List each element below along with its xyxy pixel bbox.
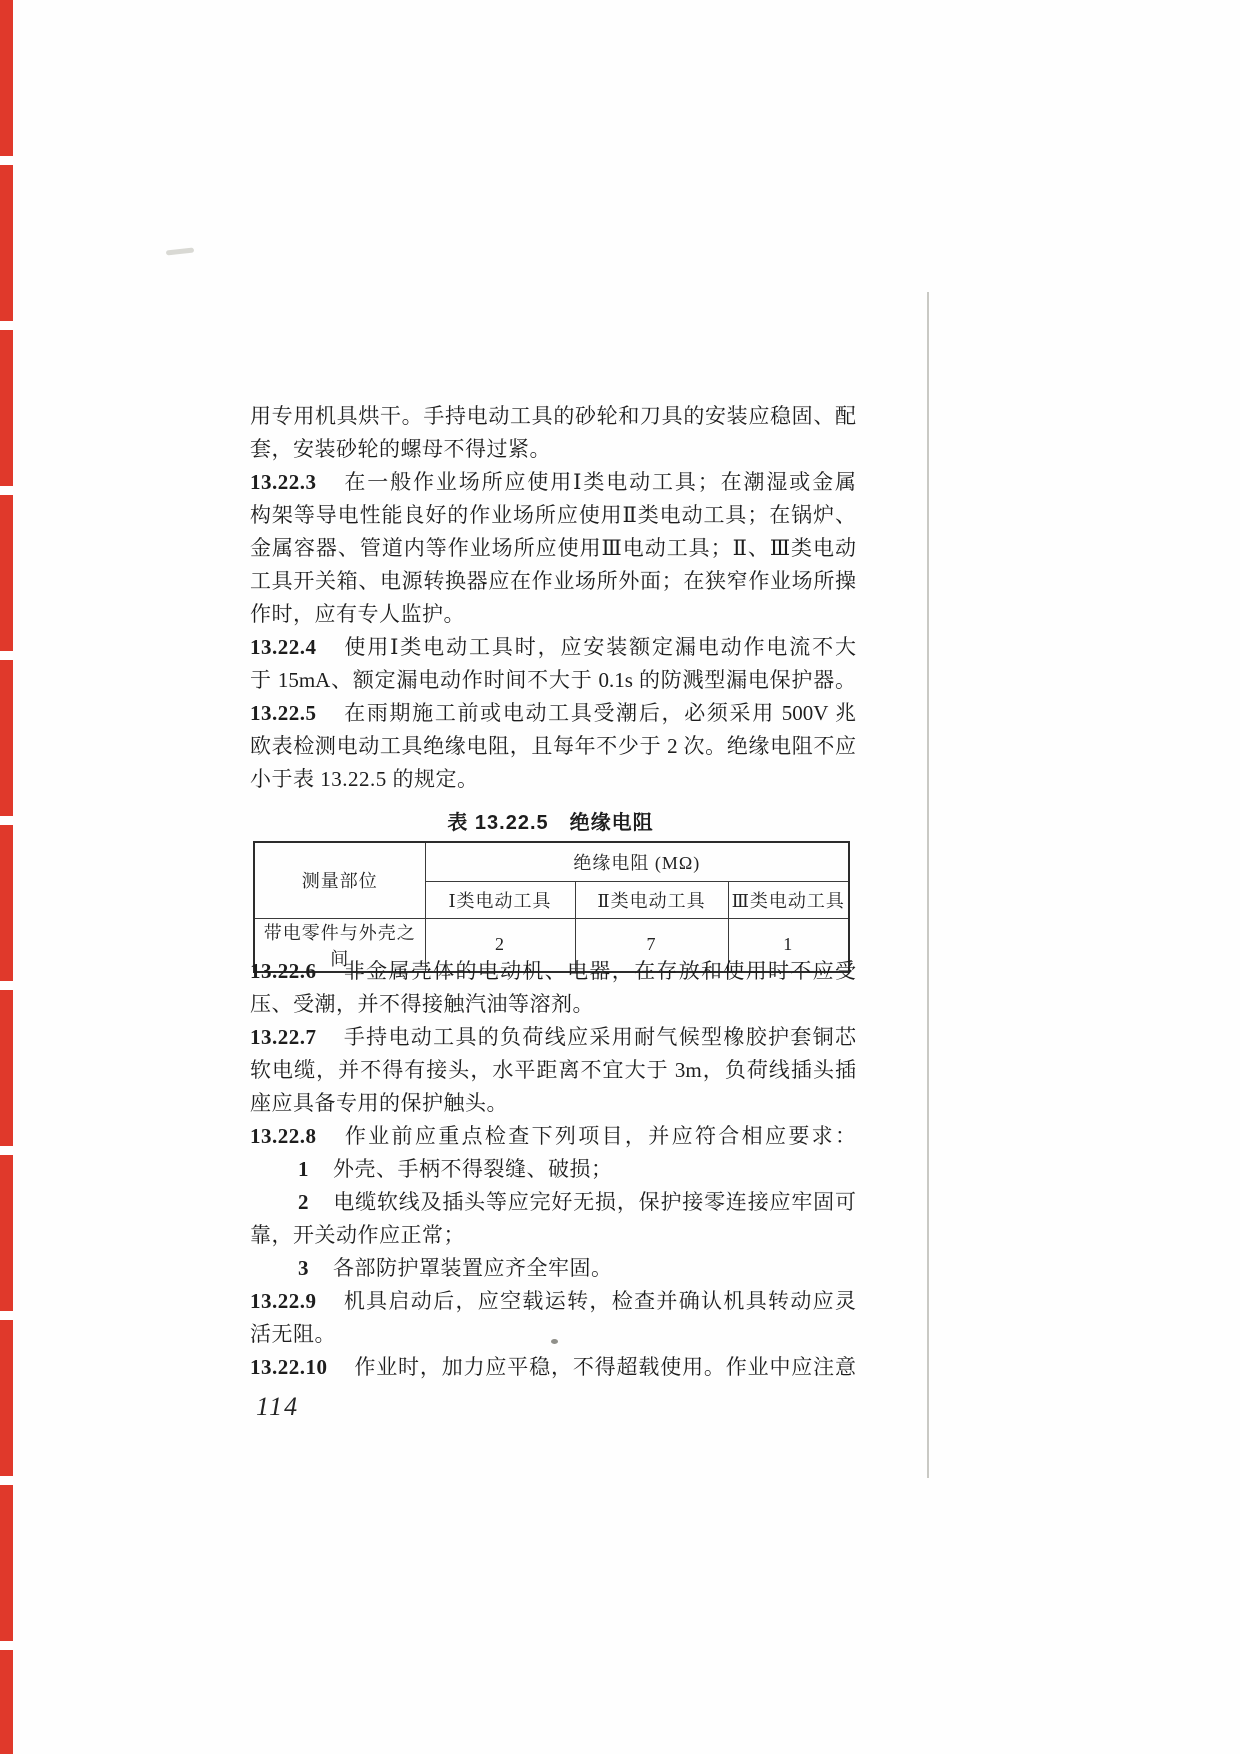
text-line <box>250 1087 856 1120</box>
section-line <box>250 1021 856 1054</box>
table-row-header: 测量部位 <box>254 842 425 918</box>
paragraphs-below-table <box>250 955 856 1384</box>
line-text: 欧表检测电动工具绝缘电阻，且每年不少于 2 次。绝缘电阻不应 <box>250 734 856 758</box>
text-line <box>250 598 856 631</box>
scan-edge-line <box>927 292 929 1478</box>
text-line <box>250 1318 856 1351</box>
list-item-line <box>250 1186 856 1219</box>
item-number: 2 <box>298 1190 309 1214</box>
list-item-line <box>250 1153 856 1186</box>
text-line <box>250 730 856 763</box>
section-line <box>250 1120 856 1153</box>
section-number: 13.22.9 <box>250 1289 317 1313</box>
table-title: 表 13.22.5 绝缘电阻 <box>447 812 654 834</box>
line-text: 金属容器、管道内等作业场所应使用Ⅲ电动工具；Ⅱ、Ⅲ类电动 <box>250 536 856 560</box>
section-number: 13.22.6 <box>250 959 317 983</box>
item-number: 1 <box>298 1157 309 1181</box>
insulation-resistance-table <box>253 841 850 973</box>
line-text: 各部防护罩装置应齐全牢固。 <box>333 1256 613 1280</box>
section-number: 13.22.3 <box>250 470 317 494</box>
table-col-header: Ⅰ类电动工具 <box>425 881 575 918</box>
line-text: 套，安装砂轮的螺母不得过紧。 <box>250 437 551 461</box>
section-number: 13.22.8 <box>250 1124 317 1148</box>
text-line <box>250 1054 856 1087</box>
line-text: 小于表 13.22.5 的规定。 <box>250 767 479 791</box>
text-line <box>250 664 856 697</box>
table-cell-value: 1 <box>728 918 849 972</box>
text-line <box>250 1219 856 1252</box>
section-line <box>250 631 856 664</box>
table-group-header: 绝缘电阻 (MΩ) <box>425 842 849 881</box>
table-col-header: Ⅲ类电动工具 <box>728 881 849 918</box>
line-text: 非金属壳体的电动机、电器，在存放和使用时不应受 <box>342 959 856 983</box>
line-text: 靠，开关动作应正常； <box>250 1223 465 1247</box>
line-text: 在雨期施工前或电动工具受潮后，必须采用 500V 兆 <box>342 701 856 725</box>
section-number: 13.22.10 <box>250 1355 328 1379</box>
line-text: 作业时，加力应平稳，不得超载使用。作业中应注意 <box>353 1355 856 1379</box>
list-item-line <box>250 1252 856 1285</box>
line-text: 软电缆，并不得有接头，水平距离不宜大于 3m，负荷线插头插 <box>250 1058 856 1082</box>
page-number: 114 <box>256 1392 300 1421</box>
line-text: 电缆软线及插头等应完好无损，保护接零连接应牢固可 <box>332 1190 856 1214</box>
section-number: 13.22.4 <box>250 635 317 659</box>
line-text: 压、受潮，并不得接触汽油等溶剂。 <box>250 992 594 1016</box>
line-text: 构架等导电性能良好的作业场所应使用Ⅱ类电动工具；在锅炉、 <box>250 503 856 527</box>
line-text: 用专用机具烘干。手持电动工具的砂轮和刀具的安装应稳固、配 <box>250 404 856 428</box>
text-line <box>250 532 856 565</box>
section-line <box>250 466 856 499</box>
table-row-label: 带电零件与外壳之间 <box>254 918 425 972</box>
line-text: 外壳、手柄不得裂缝、破损； <box>333 1157 613 1181</box>
text-line <box>250 400 856 433</box>
line-text: 作时，应有专人监护。 <box>250 602 465 626</box>
line-text: 使用Ⅰ类电动工具时，应安装额定漏电动作电流不大 <box>342 635 856 659</box>
line-text: 工具开关箱、电源转换器应在作业场所外面；在狭窄作业场所操 <box>250 569 856 593</box>
scan-smudge <box>166 248 194 256</box>
text-line <box>250 763 856 796</box>
section-number: 13.22.5 <box>250 701 317 725</box>
line-text: 作业前应重点检查下列项目，并应符合相应要求： <box>342 1124 856 1148</box>
text-line <box>250 565 856 598</box>
line-text: 活无阻。 <box>250 1322 336 1346</box>
line-text: 于 15mA、额定漏电动作时间不大于 0.1s 的防溅型漏电保护器。 <box>250 668 856 692</box>
text-line <box>250 499 856 532</box>
line-text: 手持电动工具的负荷线应采用耐气候型橡胶护套铜芯 <box>342 1025 856 1049</box>
section-number: 13.22.7 <box>250 1025 317 1049</box>
table-col-header: Ⅱ类电动工具 <box>575 881 728 918</box>
text-line <box>250 433 856 466</box>
section-line <box>250 955 856 988</box>
line-text: 机具启动后，应空载运转，检查并确认机具转动应灵 <box>342 1289 856 1313</box>
table-cell-value: 2 <box>425 918 575 972</box>
red-edge-bar <box>0 0 13 1754</box>
line-text: 在一般作业场所应使用Ⅰ类电动工具；在潮湿或金属 <box>342 470 856 494</box>
item-number: 3 <box>298 1256 309 1280</box>
section-line <box>250 697 856 730</box>
text-line <box>250 988 856 1021</box>
paragraphs-above-table <box>250 400 856 796</box>
section-line <box>250 1285 856 1318</box>
line-text: 座应具备专用的保护触头。 <box>250 1091 508 1115</box>
section-line <box>250 1351 856 1384</box>
table-cell-value: 7 <box>575 918 728 972</box>
